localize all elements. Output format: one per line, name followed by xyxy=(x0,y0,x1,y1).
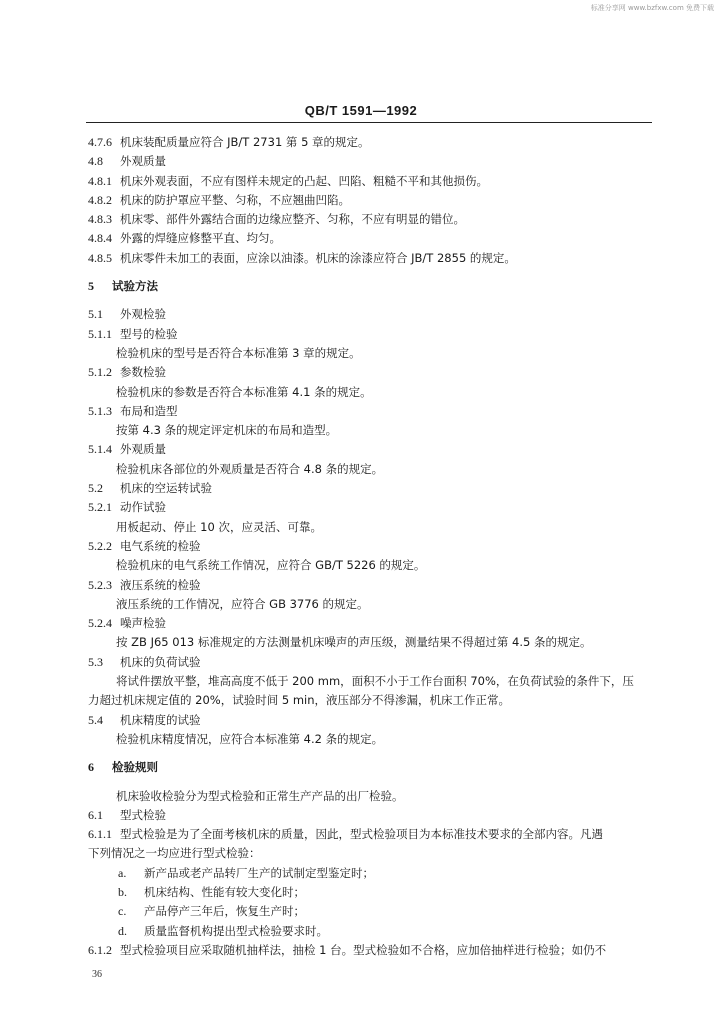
clause-number: 4.8.1 xyxy=(88,173,112,188)
section-6-heading xyxy=(88,758,663,777)
clause-number: 4.8.4 xyxy=(88,231,112,246)
clause-4-8 xyxy=(88,152,663,171)
clause-body-continued: 下列情况之一均应进行型式检验： xyxy=(88,846,261,861)
list-marker: c. xyxy=(118,904,127,919)
section-6-intro: 机床验收检验分为型式检验和正常生产产品的出厂检验。 xyxy=(116,788,404,803)
clause-number: 4.7.6 xyxy=(88,135,112,149)
list-marker: b. xyxy=(118,884,127,899)
clause-text: 机床精度的试验 xyxy=(120,712,201,727)
clause-body: 检验机床的电气系统工作情况，应符合 GB/T 5226 的规定。 xyxy=(116,558,426,573)
clause-5-1-1 xyxy=(88,325,663,344)
section-5-heading xyxy=(88,277,663,296)
clause-5-2 xyxy=(88,479,663,498)
clause-body-continued: 力超过机床规定值的 20%，试验时间 5 min，液压部分不得渗漏，机床工作正常。 xyxy=(88,693,511,708)
clause-text: 机床的防护罩应平整、匀称，不应翘曲凹陷。 xyxy=(120,192,350,207)
clause-body: 液压系统的工作情况，应符合 GB 3776 的规定。 xyxy=(116,596,369,611)
clause-text: 参数检验 xyxy=(120,365,166,380)
clause-number: 4.8 xyxy=(88,154,103,169)
section-title: 检验规则 xyxy=(112,760,158,775)
clause-6-1-2 xyxy=(88,941,663,960)
clause-number: 5.2.2 xyxy=(88,538,112,553)
clause-number: 5.4 xyxy=(88,712,103,727)
clause-number: 5.2 xyxy=(88,481,103,496)
clause-number: 5.1.3 xyxy=(88,403,112,418)
clause-5-2-1 xyxy=(88,498,663,517)
clause-text: 机床装配质量应符合 JB/T 2731 第 5 章的规定。 xyxy=(120,135,370,149)
list-item-b xyxy=(88,883,663,902)
clause-number: 5.1.4 xyxy=(88,442,112,457)
clause-text: 机床的空运转试验 xyxy=(120,481,212,496)
header-rule xyxy=(86,122,652,123)
clause-number: 6.1 xyxy=(88,807,103,822)
standard-header: QB/T 1591—1992 xyxy=(304,103,418,118)
clause-text: 机床零件未加工的表面，应涂以油漆。机床的涂漆应符合 JB/T 2855 的规定。 xyxy=(120,250,516,265)
clause-text: 电气系统的检验 xyxy=(120,538,201,553)
list-item-d xyxy=(88,922,663,941)
clause-5-1-2 xyxy=(88,363,663,382)
list-item-text: 机床结构、性能有较大变化时； xyxy=(144,884,305,899)
clause-5-2-2 xyxy=(88,537,663,556)
clause-body: 检验机床精度情况，应符合本标准第 4.2 条的规定。 xyxy=(116,731,384,746)
clause-4-8-5 xyxy=(88,249,663,268)
clause-text: 型式检验是为了全面考核机床的质量，因此，型式检验项目为本标准技术要求的全部内容。凡遇 xyxy=(120,827,603,842)
clause-4-8-4 xyxy=(88,229,663,248)
clause-5-1-3 xyxy=(88,402,663,421)
clause-number: 4.8.3 xyxy=(88,212,112,227)
clause-4-8-1 xyxy=(88,172,663,191)
clause-text: 机床的负荷试验 xyxy=(120,654,201,669)
document-body xyxy=(88,133,663,960)
clause-body: 检验机床的型号是否符合本标准第 3 章的规定。 xyxy=(116,345,361,360)
clause-5-1-4 xyxy=(88,440,663,459)
clause-number: 5.2.1 xyxy=(88,500,112,515)
clause-6-1-1 xyxy=(88,825,663,844)
list-item-text: 质量监督机构提出型式检验要求时。 xyxy=(144,923,328,938)
list-marker: a. xyxy=(118,865,127,880)
clause-body: 将试件摆放平整，堆高高度不低于 200 mm，面积不小于工作台面积 70%，在负荷试验的条件下，压 xyxy=(116,674,634,689)
clause-5-1 xyxy=(88,305,663,324)
clause-4-8-2 xyxy=(88,191,663,210)
clause-text: 机床外观表面，不应有图样未规定的凸起、凹陷、粗糙不平和其他损伤。 xyxy=(120,173,488,188)
clause-text: 布局和造型 xyxy=(120,403,178,418)
clause-5-2-3 xyxy=(88,576,663,595)
clause-number: 5.1 xyxy=(88,307,103,322)
clause-text: 液压系统的检验 xyxy=(120,577,201,592)
clause-4-8-3 xyxy=(88,210,663,229)
list-marker: d. xyxy=(118,923,127,938)
clause-5-3 xyxy=(88,653,663,672)
clause-number: 5.2.3 xyxy=(88,577,112,592)
clause-number: 5.2.4 xyxy=(88,616,112,631)
watermark-text: 标准分享网 www.bzfxw.com 免费下载 xyxy=(590,4,714,12)
clause-text: 型式检验项目应采取随机抽样法，抽检 1 台。型式检验如不合格，应加倍抽样进行检验；如仍不 xyxy=(120,942,607,957)
clause-text: 型号的检验 xyxy=(120,326,178,341)
clause-body: 检验机床各部位的外观质量是否符合 4.8 条的规定。 xyxy=(116,461,384,476)
clause-text: 外观质量 xyxy=(120,154,166,169)
clause-body: 检验机床的参数是否符合本标准第 4.1 条的规定。 xyxy=(116,384,372,399)
section-number: 5 xyxy=(88,279,94,294)
clause-text: 型式检验 xyxy=(120,807,166,822)
clause-body: 用板起动、停止 10 次，应灵活、可靠。 xyxy=(116,519,322,534)
clause-text: 动作试验 xyxy=(120,500,166,515)
clause-5-2-4 xyxy=(88,614,663,633)
clause-text: 噪声检验 xyxy=(120,616,166,631)
clause-number: 6.1.2 xyxy=(88,942,112,957)
page-number: 36 xyxy=(92,969,102,980)
list-item-c xyxy=(88,902,663,921)
clause-text: 外露的焊缝应修整平直、均匀。 xyxy=(120,231,281,246)
clause-body: 按第 4.3 条的规定评定机床的布局和造型。 xyxy=(116,423,338,438)
clause-body: 按 ZB J65 013 标准规定的方法测量机床噪声的声压级，测量结果不得超过第 4.5 条的规定。 xyxy=(116,635,592,650)
clause-text: 外观质量 xyxy=(120,442,166,457)
clause-4-7-6 xyxy=(88,133,663,152)
clause-number: 4.8.5 xyxy=(88,250,112,265)
clause-text: 机床零、部件外露结合面的边缘应整齐、匀称，不应有明显的错位。 xyxy=(120,212,465,227)
list-item-a xyxy=(88,864,663,883)
clause-number: 6.1.1 xyxy=(88,827,112,842)
list-item-text: 产品停产三年后，恢复生产时； xyxy=(144,904,305,919)
clause-number: 4.8.2 xyxy=(88,192,112,207)
section-number: 6 xyxy=(88,760,94,775)
clause-6-1 xyxy=(88,806,663,825)
section-title: 试验方法 xyxy=(112,279,158,294)
clause-number: 5.3 xyxy=(88,654,103,669)
clause-5-4 xyxy=(88,711,663,730)
clause-number: 5.1.1 xyxy=(88,326,112,341)
clause-number: 5.1.2 xyxy=(88,365,112,380)
clause-text: 外观检验 xyxy=(120,307,166,322)
list-item-text: 新产品或老产品转厂生产的试制定型鉴定时； xyxy=(144,865,374,880)
